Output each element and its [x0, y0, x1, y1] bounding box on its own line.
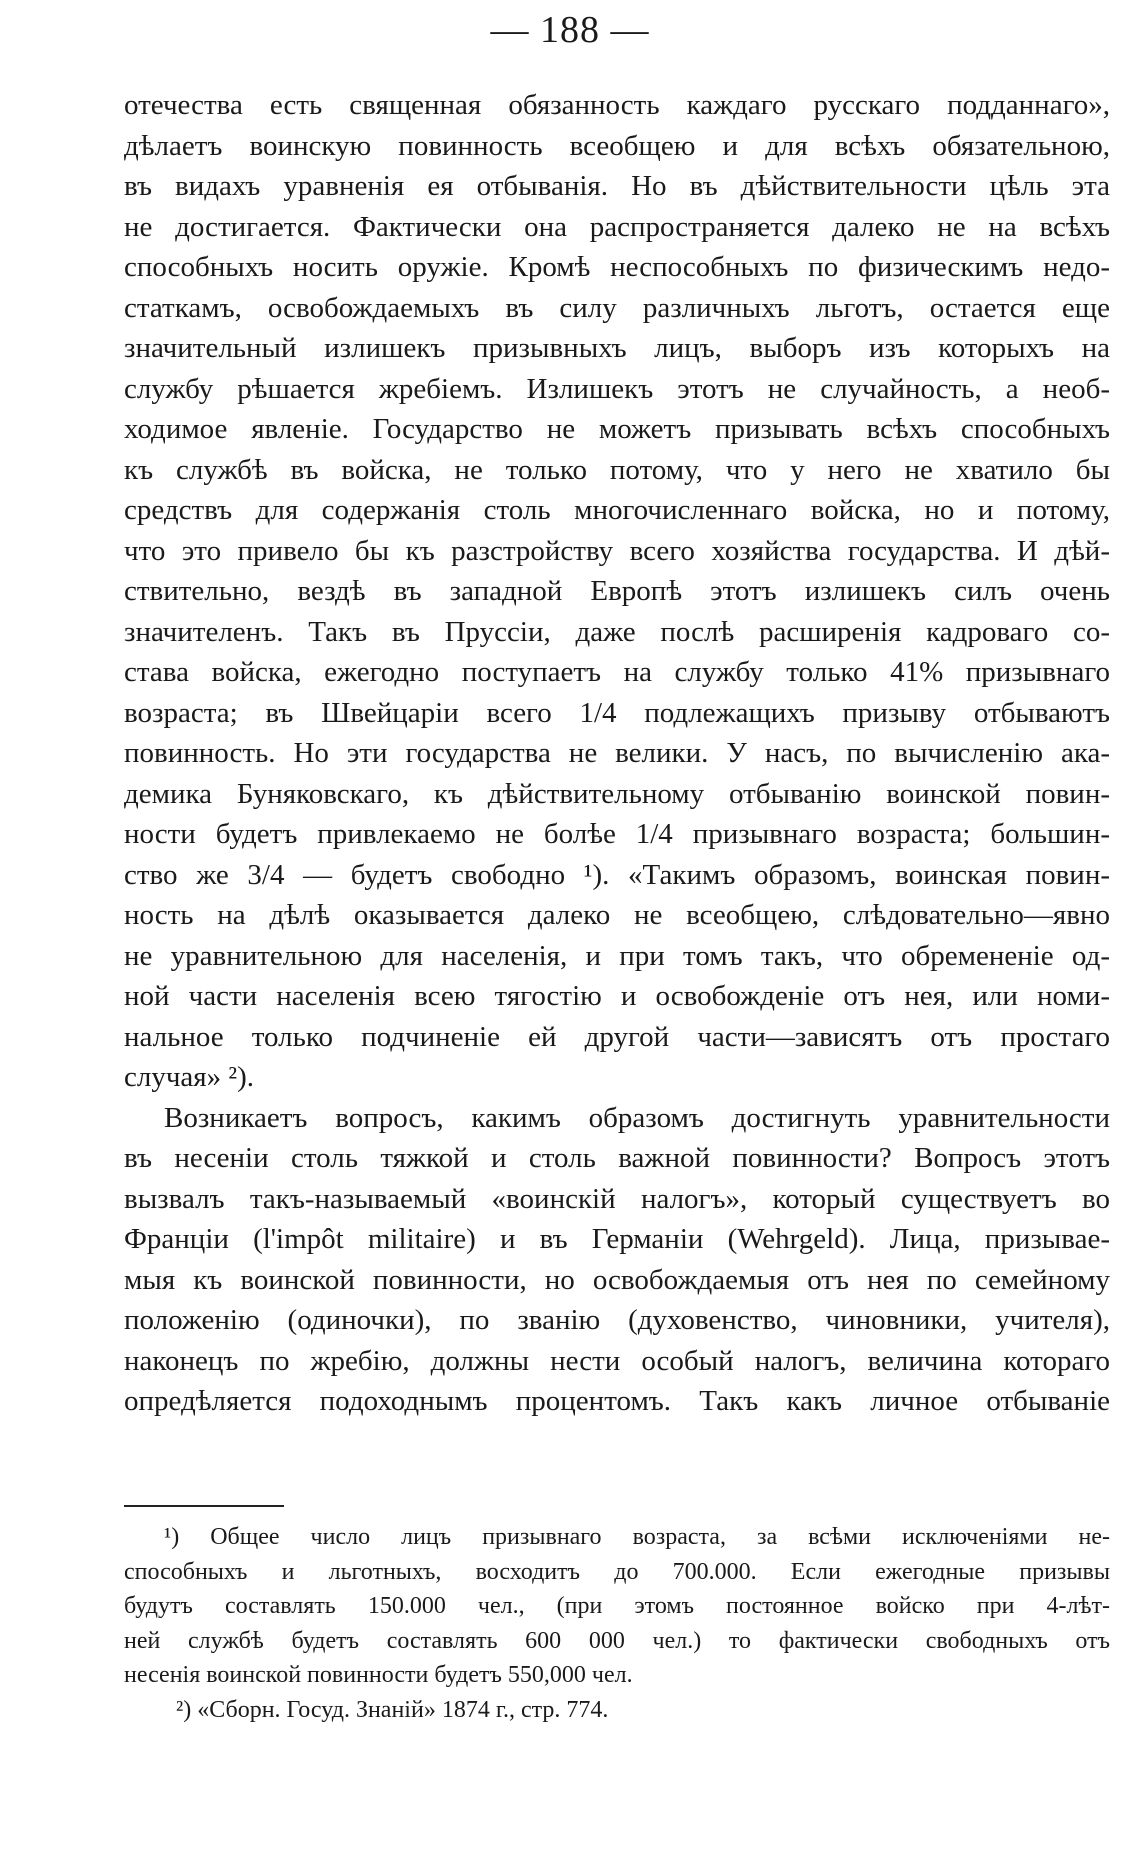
footnote-separator — [124, 1505, 284, 1507]
text-line: вызвалъ такъ-называемый «воинскій налогъ», который существуетъ во — [124, 1182, 1110, 1215]
text-line: демика Буняковскаго, къ дѣйствительному отбыванію воинской повин- — [124, 777, 1110, 810]
footnote-line: несенія воинской повинности будетъ 550,000 чел. — [124, 1662, 633, 1688]
text-line: службу рѣшается жребіемъ. Излишекъ этотъ не случайность, а необ- — [124, 372, 1110, 405]
text-line: става войска, ежегодно поступаетъ на службу только 41% призывнаго — [124, 656, 1110, 688]
footnote-line: будутъ составлять 150.000 чел., (при этомъ постоянное войско при 4-лѣт- — [124, 1593, 1110, 1619]
text-line: наконецъ по жребію, должны нести особый налогъ, величина котораго — [124, 1344, 1110, 1377]
text-line: не уравнительною для населенія, и при томъ такъ, что обремененіе од- — [124, 939, 1110, 972]
text-line: мыя къ воинской повинности, но освобождаемыя отъ нея по семейному — [124, 1263, 1110, 1296]
text-line: значителенъ. Такъ въ Пруссіи, даже послѣ расширенія кадроваго со- — [124, 615, 1110, 648]
text-line: ности будетъ привлекаемо не болѣе 1/4 призывнаго возраста; большин- — [124, 818, 1110, 850]
text-line: ство же 3/4 — будетъ свободно ¹). «Такимъ образомъ, воинская повин- — [124, 858, 1110, 891]
footnotes — [124, 1520, 1110, 1727]
text-line: Возникаетъ вопросъ, какимъ образомъ достигнуть уравнительности — [164, 1101, 1110, 1134]
text-line: ной части населенія всею тягостію и освобожденіе отъ нея, или номи- — [124, 980, 1110, 1012]
text-line: ность на дѣлѣ оказывается далеко не всеобщею, слѣдовательно—явно — [124, 899, 1110, 931]
text-line: значительный излишекъ призывныхъ лицъ, выборъ изъ которыхъ на — [124, 332, 1110, 364]
text-line: нальное только подчиненіе ей другой части—зависятъ отъ простаго — [124, 1020, 1110, 1053]
page-number: — 188 — — [490, 9, 650, 51]
text-line: случая» ²). — [124, 1061, 254, 1093]
text-line: средствъ для содержанія столь многочисленнаго войска, но и потому, — [124, 494, 1110, 526]
text-line: ствительно, вездѣ въ западной Европѣ этотъ излишекъ силъ очень — [124, 575, 1110, 607]
text-line: дѣлаетъ воинскую повинность всеобщею и для всѣхъ обязательною, — [124, 129, 1110, 162]
text-line: въ видахъ уравненія ея отбыванія. Но въ дѣйствительности цѣль эта — [124, 170, 1110, 202]
footnote-line: ¹) Общее число лицъ призывнаго возраста, за всѣми исключеніями не- — [164, 1524, 1110, 1550]
text-line: способныхъ носить оружіе. Кромѣ неспособныхъ по физическимъ недо- — [124, 251, 1110, 283]
footnote-line: ²) «Сборн. Госуд. Знаній» 1874 г., стр. 774. — [176, 1696, 609, 1723]
text-line: отечества есть священная обязанность каждаго русскаго подданнаго», — [124, 89, 1110, 121]
footnote-line: способныхъ и льготныхъ, восходитъ до 700.000. Если ежегодные призывы — [124, 1558, 1110, 1585]
text-line: повинность. Но эти государства не велики. У насъ, по вычисленію ака- — [124, 737, 1110, 769]
text-line: ходимое явленіе. Государство не можетъ призывать всѣхъ способныхъ — [124, 413, 1110, 445]
text-line: не достигается. Фактически она распространяется далеко не на всѣхъ — [124, 210, 1110, 243]
text-line: статкамъ, освобождаемыхъ въ силу различныхъ льготъ, остается еще — [124, 291, 1110, 324]
footnote-line: ней службѣ будетъ составлять 600 000 чел.) то фактически свободныхъ отъ — [124, 1627, 1110, 1654]
text-line: опредѣляется подоходнымъ процентомъ. Такъ какъ личное отбываніе — [124, 1385, 1110, 1417]
main-text — [124, 85, 1110, 1422]
text-line: Франціи (l'impôt militaire) и въ Германіи (Wehrgeld). Лица, призывае- — [124, 1223, 1110, 1255]
text-line: къ службѣ въ войска, не только потому, что у него не хватило бы — [124, 453, 1110, 486]
text-line: положенію (одиночки), по званію (духовенство, чиновники, учителя), — [124, 1304, 1110, 1336]
text-line: въ несеніи столь тяжкой и столь важной повинности? Вопросъ этотъ — [124, 1142, 1110, 1174]
text-line: возраста; въ Швейцаріи всего 1/4 подлежащихъ призыву отбываютъ — [124, 696, 1110, 729]
text-line: что это привело бы къ разстройству всего хозяйства государства. И дѣй- — [124, 534, 1110, 567]
